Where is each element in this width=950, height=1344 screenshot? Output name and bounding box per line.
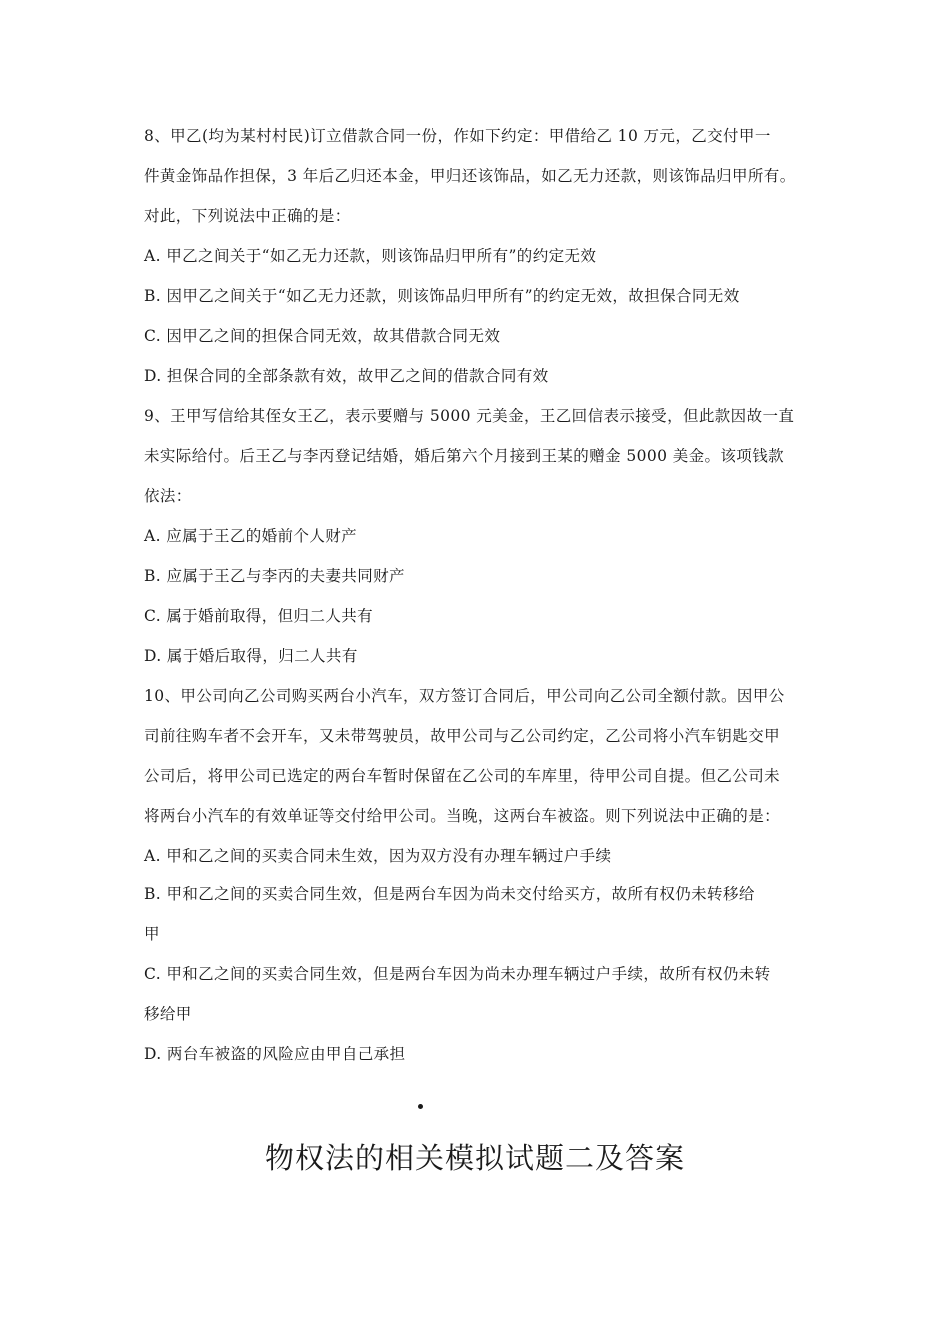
question-8-stem-line-3: 对此，下列说法中正确的是：: [144, 207, 351, 225]
question-9-stem-line-2: 未实际给付。后王乙与李丙登记结婚，婚后第六个月接到王某的赠金 5000 美金。该项钱款: [144, 447, 785, 465]
question-10-option-a: A. 甲和乙之间的买卖合同未生效，因为双方没有办理车辆过户手续: [144, 847, 612, 865]
bullet-dot: [418, 1104, 423, 1109]
question-8-option-a: A. 甲乙之间关于“如乙无力还款，则该饰品归甲所有”的约定无效: [144, 247, 597, 265]
question-9-option-b: B. 应属于王乙与李丙的夫妻共同财产: [144, 567, 405, 585]
question-9-stem-line-3: 依法：: [144, 487, 192, 505]
question-10-option-c-line-1: C. 甲和乙之间的买卖合同生效，但是两台车因为尚未办理车辆过户手续，故所有权仍未转: [144, 965, 771, 983]
question-10-option-d: D. 两台车被盗的风险应由甲自己承担: [144, 1045, 406, 1063]
question-8-stem-line-2: 件黄金饰品作担保，3 年后乙归还本金，甲归还该饰品，如乙无力还款，则该饰品归甲所有。: [144, 167, 796, 185]
question-10-option-b-line-2: 甲: [144, 925, 160, 943]
question-9-option-d: D. 属于婚后取得，归二人共有: [144, 647, 358, 665]
question-8-option-b: B. 因甲乙之间关于“如乙无力还款，则该饰品归甲所有”的约定无效，故担保合同无效: [144, 287, 740, 305]
question-10-option-b-line-1: B. 甲和乙之间的买卖合同生效，但是两台车因为尚未交付给买方，故所有权仍未转移给: [144, 885, 755, 903]
question-9-option-c: C. 属于婚前取得，但归二人共有: [144, 607, 374, 625]
question-9-option-a: A. 应属于王乙的婚前个人财产: [144, 527, 358, 545]
question-10-option-c-line-2: 移给甲: [144, 1005, 192, 1023]
question-10-stem-line-3: 公司后，将甲公司已选定的两台车暂时保留在乙公司的车库里，待甲公司自提。但乙公司未: [144, 767, 781, 785]
section-title: 物权法的相关模拟试题二及答案: [264, 1141, 685, 1175]
question-10-stem-line-4: 将两台小汽车的有效单证等交付给甲公司。当晚，这两台车被盗。则下列说法中正确的是：: [144, 807, 781, 825]
question-8-option-c: C. 因甲乙之间的担保合同无效，故其借款合同无效: [144, 327, 501, 345]
question-9-stem-line-1: 9、王甲写信给其侄女王乙，表示要赠与 5000 元美金，王乙回信表示接受，但此款因故一直: [144, 407, 795, 425]
question-10-stem-line-2: 司前往购车者不会开车，又未带驾驶员，故甲公司与乙公司约定，乙公司将小汽车钥匙交甲: [144, 727, 781, 745]
question-8-option-d: D. 担保合同的全部条款有效，故甲乙之间的借款合同有效: [144, 367, 549, 385]
question-8-stem-line-1: 8、甲乙(均为某村村民)订立借款合同一份，作如下约定：甲借给乙 10 万元，乙交付甲一: [144, 127, 771, 145]
question-10-stem-line-1: 10、甲公司向乙公司购买两台小汽车，双方签订合同后，甲公司向乙公司全额付款。因甲公: [144, 687, 785, 705]
